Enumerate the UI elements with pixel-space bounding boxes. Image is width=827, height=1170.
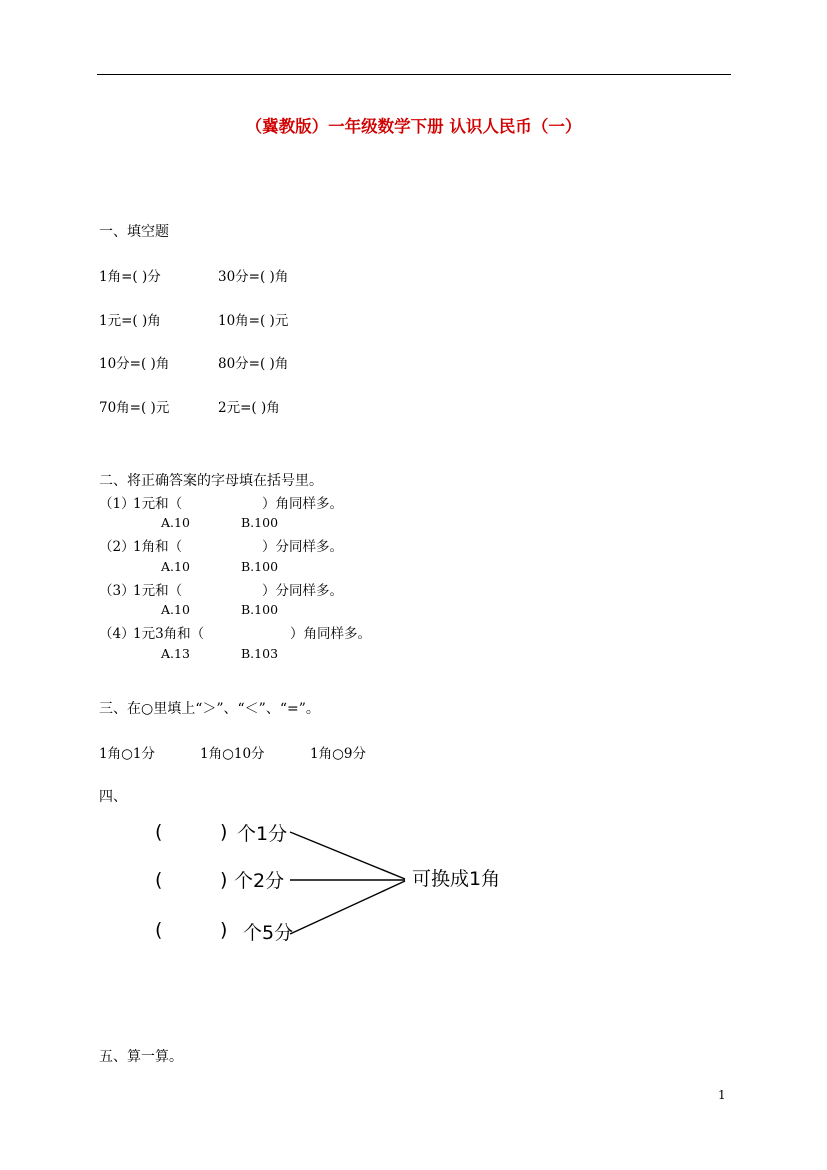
q2-number: （2）: [99, 539, 135, 555]
row2-close-paren: ): [220, 869, 228, 891]
q3-stem: 1元和（: [133, 583, 183, 599]
q1-option-a: A.10: [161, 515, 190, 530]
q4-option-a: A.13: [161, 646, 190, 661]
row1-open-paren: (: [155, 821, 163, 843]
section-2-heading: 二、将正确答案的字母填在括号里。: [99, 473, 323, 489]
q2-option-b: B.100: [241, 559, 279, 574]
q1-number: （1）: [99, 496, 135, 512]
section-1-heading: 一、填空题: [99, 224, 169, 240]
section-3-heading: 三、在○里填上“＞”、“＜”、“=”。: [99, 701, 320, 717]
page-number: 1: [718, 1088, 726, 1102]
q4-end: ）角同样多。: [290, 626, 371, 642]
s1-row1-right: 30分=( )角: [218, 269, 289, 285]
exchange-target: 可换成1角: [412, 868, 501, 890]
row1-coin-label: 个1分: [237, 823, 288, 845]
document-title: （冀教版）一年级数学下册 认识人民币（一）: [245, 117, 582, 136]
row1-close-paren: ): [220, 821, 228, 843]
s3-item-2: 1角○10分: [200, 746, 265, 762]
row3-close-paren: ): [220, 919, 228, 941]
q3-option-a: A.10: [161, 602, 190, 617]
s1-row3-right: 80分=( )角: [218, 356, 289, 372]
exchange-diagram: [150, 812, 520, 952]
s1-row4-right: 2元=( )角: [218, 400, 280, 416]
q3-option-b: B.100: [241, 602, 279, 617]
row3-coin-label: 个5分: [243, 922, 294, 944]
q1-option-b: B.100: [241, 515, 279, 530]
q3-end: ）分同样多。: [262, 583, 343, 599]
header-rule: [97, 74, 731, 75]
s1-row3-left: 10分=( )角: [99, 356, 170, 372]
q2-stem: 1角和（: [133, 539, 183, 555]
q1-stem: 1元和（: [133, 496, 183, 512]
s3-item-3: 1角○9分: [310, 746, 366, 762]
section-4-heading: 四、: [99, 789, 127, 805]
connector-line-3: [290, 881, 405, 934]
q4-stem: 1元3角和（: [133, 626, 205, 642]
q2-option-a: A.10: [161, 559, 190, 574]
row2-open-paren: (: [155, 869, 163, 891]
q1-end: ）角同样多。: [262, 496, 343, 512]
connector-line-1: [290, 832, 405, 879]
s1-row4-left: 70角=( )元: [99, 400, 170, 416]
row2-coin-label: 个2分: [234, 870, 285, 892]
section-5-heading: 五、算一算。: [99, 1049, 183, 1065]
q4-option-b: B.103: [241, 646, 279, 661]
s1-row2-left: 1元=( )角: [99, 313, 161, 329]
q2-end: ）分同样多。: [262, 539, 343, 555]
s3-item-1: 1角○1分: [99, 746, 155, 762]
q3-number: （3）: [99, 583, 135, 599]
row3-open-paren: (: [155, 919, 163, 941]
q4-number: （4）: [99, 626, 135, 642]
s1-row1-left: 1角=( )分: [99, 269, 161, 285]
s1-row2-right: 10角=( )元: [218, 313, 289, 329]
